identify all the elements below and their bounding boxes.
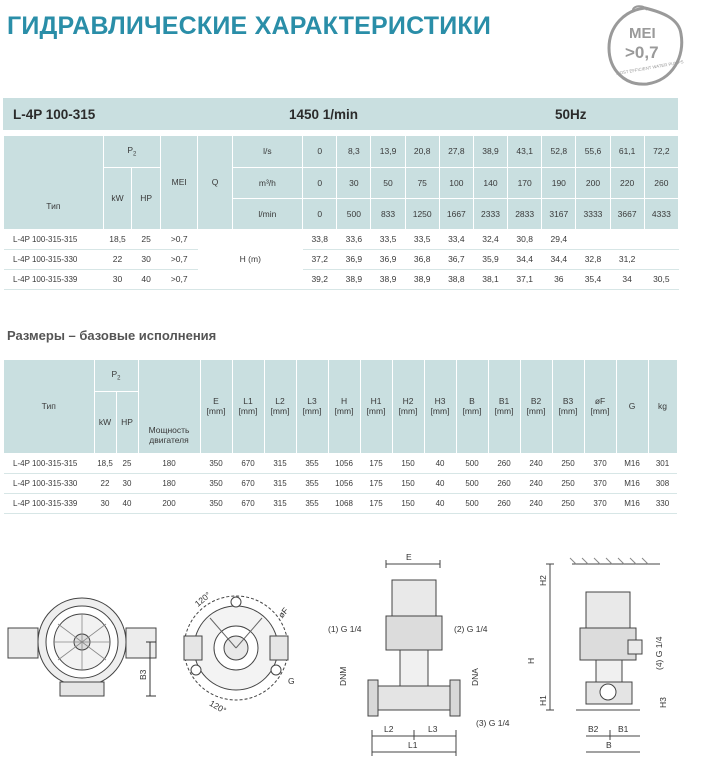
h-cell [644, 229, 678, 249]
flow-cell: 72,2 [644, 136, 678, 167]
h-cell: 33,5 [371, 229, 405, 249]
dim-col-type: Тип [4, 360, 94, 453]
h-cell: 36,9 [371, 249, 405, 269]
table-row [4, 473, 677, 493]
row-kw: 30 [94, 493, 116, 513]
dim-cell: 250 [552, 453, 584, 473]
dim-cell: 240 [520, 473, 552, 493]
technical-drawings [0, 540, 701, 776]
row-type: L-4P 100-315-339 [4, 269, 103, 289]
h-cell: 33,8 [303, 229, 337, 249]
dim-cell: 1068 [328, 493, 360, 513]
h-cell: 33,5 [405, 229, 439, 249]
h-cell: 36,7 [439, 249, 473, 269]
dim-col-motor: Мощность двигателя [138, 360, 200, 453]
dim-col-b1: B1 [mm] [488, 360, 520, 453]
badge-value: >0,7 [625, 43, 659, 62]
row-hp: 25 [116, 453, 138, 473]
flow-cell: 4333 [644, 198, 678, 229]
row-mei: >0,7 [160, 269, 197, 289]
row-kg: 308 [648, 473, 677, 493]
unit-lmin: l/min [232, 198, 303, 229]
row-type: L-4P 100-315-330 [4, 473, 94, 493]
row-mei: >0,7 [160, 229, 197, 249]
h-cell: 30,8 [508, 229, 542, 249]
flow-cell: 13,9 [371, 136, 405, 167]
h-cell: 39,2 [303, 269, 337, 289]
dim-cell: 150 [392, 493, 424, 513]
flow-cell: 52,8 [542, 136, 576, 167]
dim-cell: 355 [296, 453, 328, 473]
dim-cell: 1056 [328, 453, 360, 473]
dim-col-h: H [mm] [328, 360, 360, 453]
side-view-drawing [368, 560, 460, 756]
flow-cell: 100 [439, 167, 473, 198]
row-kw: 18,5 [103, 229, 132, 249]
dim-cell: 260 [488, 473, 520, 493]
label-h3: H3 [658, 697, 668, 708]
flow-cell: 61,1 [610, 136, 644, 167]
flow-cell: 50 [371, 167, 405, 198]
row-kw: 22 [103, 249, 132, 269]
dim-cell: 670 [232, 453, 264, 473]
table-row [4, 249, 679, 269]
label-dnm: DNM [338, 666, 348, 686]
flow-cell: 3333 [576, 198, 610, 229]
flow-cell: 833 [371, 198, 405, 229]
dim-cell: 500 [456, 493, 488, 513]
dim-col-g: G [616, 360, 648, 453]
label-h1: H1 [538, 695, 548, 706]
label-e: E [406, 552, 412, 562]
flow-cell: 8,3 [337, 136, 371, 167]
label-b3: B3 [138, 669, 148, 680]
dim-cell: 40 [424, 453, 456, 473]
col-hp: HP [132, 167, 161, 229]
h-cell: 38,8 [439, 269, 473, 289]
dim-cell: 150 [392, 473, 424, 493]
h-cell: 36,9 [337, 249, 371, 269]
flow-cell: 30 [337, 167, 371, 198]
h-cell: 33,6 [337, 229, 371, 249]
flow-cell: 260 [644, 167, 678, 198]
label-h2: H2 [538, 575, 548, 586]
flow-cell: 3667 [610, 198, 644, 229]
h-cell: 35,9 [473, 249, 507, 269]
dim-cell: 175 [360, 453, 392, 473]
dim-cell: 355 [296, 493, 328, 513]
row-kw: 18,5 [94, 453, 116, 473]
dimensions-title: Размеры – базовые исполнения [7, 328, 217, 343]
flow-cell: 38,9 [473, 136, 507, 167]
col-p2: $P_2$ [103, 136, 160, 167]
h-cell [576, 229, 610, 249]
h-cell: 34 [610, 269, 644, 289]
h-cell: 37,1 [508, 269, 542, 289]
flow-cell: 220 [610, 167, 644, 198]
dim-cell: 315 [264, 493, 296, 513]
flow-cell: 500 [337, 198, 371, 229]
dim-cell: 240 [520, 493, 552, 513]
h-cell: 34,4 [542, 249, 576, 269]
dim-cell: 350 [200, 453, 232, 473]
page-title: ГИДРАВЛИЧЕСКИЕ ХАРАКТЕРИСТИКИ [7, 12, 491, 40]
label-g-4: (4) G 1/4 [654, 636, 664, 670]
performance-table [4, 136, 679, 290]
label-g-1: (1) G 1/4 [328, 624, 362, 634]
row-type: L-4P 100-315-315 [4, 229, 103, 249]
h-cell: 38,9 [405, 269, 439, 289]
h-cell: 36 [542, 269, 576, 289]
label-dna: DNA [470, 668, 480, 686]
dimensions-table [4, 360, 678, 514]
h-cell: 34,4 [508, 249, 542, 269]
row-g: M16 [616, 473, 648, 493]
h-cell: 29,4 [542, 229, 576, 249]
dim-cell: 150 [392, 453, 424, 473]
table-row [4, 453, 677, 473]
row-type: L-4P 100-315-330 [4, 249, 103, 269]
flow-cell: 27,8 [439, 136, 473, 167]
h-cell [610, 229, 644, 249]
row-motor: 180 [138, 453, 200, 473]
flow-cell: 75 [405, 167, 439, 198]
dim-col-b3: B3 [mm] [552, 360, 584, 453]
label-l2: L2 [384, 724, 394, 734]
flow-cell: 20,8 [405, 136, 439, 167]
label-g-3: (3) G 1/4 [476, 718, 510, 728]
dim-cell: 40 [424, 473, 456, 493]
model-name: L-4P 100-315 [13, 107, 96, 122]
dim-cell: 355 [296, 473, 328, 493]
flow-cell: 2333 [473, 198, 507, 229]
h-cell: 31,2 [610, 249, 644, 269]
h-cell: 36,8 [405, 249, 439, 269]
h-label: H (m) [198, 229, 303, 289]
row-mei: >0,7 [160, 249, 197, 269]
dim-col-kg: kg [648, 360, 677, 453]
dim-col-l1: L1 [mm] [232, 360, 264, 453]
dim-col-h3: H3 [mm] [424, 360, 456, 453]
row-type: L-4P 100-315-315 [4, 453, 94, 473]
label-angle-2: 120° [207, 698, 229, 716]
row-type: L-4P 100-315-339 [4, 493, 94, 513]
label-b2: B2 [588, 724, 599, 734]
h-cell: 38,1 [473, 269, 507, 289]
col-kw: kW [103, 167, 132, 229]
dim-cell: 315 [264, 453, 296, 473]
flow-cell: 0 [303, 167, 337, 198]
flow-cell: 200 [576, 167, 610, 198]
row-hp: 30 [116, 473, 138, 493]
label-f: øF [276, 605, 291, 620]
dim-cell: 250 [552, 473, 584, 493]
dim-cell: 175 [360, 493, 392, 513]
h-cell: 32,8 [576, 249, 610, 269]
row-g: M16 [616, 453, 648, 473]
unit-ls: l/s [232, 136, 303, 167]
model-bar [3, 98, 678, 130]
dim-cell: 240 [520, 453, 552, 473]
row-kw: 30 [103, 269, 132, 289]
flow-cell: 0 [303, 136, 337, 167]
flow-cell: 43,1 [508, 136, 542, 167]
row-hp: 25 [132, 229, 161, 249]
label-b1: B1 [618, 724, 629, 734]
right-view-drawing [546, 558, 660, 752]
dim-col-l2: L2 [mm] [264, 360, 296, 453]
label-b: B [606, 740, 612, 750]
row-g: M16 [616, 493, 648, 513]
col-q: Q [198, 136, 232, 229]
dim-cell: 315 [264, 473, 296, 493]
row-hp: 40 [132, 269, 161, 289]
dim-col-e: E [mm] [200, 360, 232, 453]
flow-cell: 1250 [405, 198, 439, 229]
h-cell: 30,5 [644, 269, 678, 289]
row-motor: 180 [138, 473, 200, 493]
dim-cell: 40 [424, 493, 456, 513]
col-type: Тип [4, 136, 103, 229]
h-cell: 38,9 [337, 269, 371, 289]
dim-cell: 350 [200, 493, 232, 513]
badge-ring-text: MOST EFFICIENT WATER PUMPS [615, 59, 684, 77]
flow-cell: 0 [303, 198, 337, 229]
model-speed: 1450 1/min [289, 107, 359, 122]
mei-badge [603, 4, 687, 88]
flow-cell: 55,6 [576, 136, 610, 167]
h-cell: 37,2 [303, 249, 337, 269]
flow-cell: 140 [473, 167, 507, 198]
flow-cell: 190 [542, 167, 576, 198]
h-cell [644, 249, 678, 269]
dim-col-l3: L3 [mm] [296, 360, 328, 453]
label-angle-1: 120° [192, 589, 213, 609]
dim-col-b: B [mm] [456, 360, 488, 453]
dim-col-hp: HP [116, 391, 138, 453]
flange-view-drawing [184, 596, 291, 700]
dim-cell: 260 [488, 453, 520, 473]
label-g-2: (2) G 1/4 [454, 624, 488, 634]
row-kg: 301 [648, 453, 677, 473]
table-row [4, 269, 679, 289]
h-cell: 35,4 [576, 269, 610, 289]
dim-cell: 250 [552, 493, 584, 513]
dim-cell: 370 [584, 493, 616, 513]
dim-cell: 500 [456, 473, 488, 493]
dim-cell: 175 [360, 473, 392, 493]
flow-cell: 170 [508, 167, 542, 198]
row-kg: 330 [648, 493, 677, 513]
dim-col-kw: kW [94, 391, 116, 453]
dim-col-p2: $P_2$ [94, 360, 138, 391]
unit-m3h: m³/h [232, 167, 303, 198]
flow-cell: 2833 [508, 198, 542, 229]
dim-cell: 670 [232, 493, 264, 513]
row-hp: 30 [132, 249, 161, 269]
dim-cell: 670 [232, 473, 264, 493]
col-mei: MEI [160, 136, 197, 229]
dim-cell: 350 [200, 473, 232, 493]
table-row [4, 493, 677, 513]
h-cell: 32,4 [473, 229, 507, 249]
front-view-drawing [8, 598, 156, 696]
h-cell: 33,4 [439, 229, 473, 249]
model-frequency: 50Hz [555, 107, 587, 122]
flow-cell: 3167 [542, 198, 576, 229]
badge-mei: MEI [629, 25, 656, 42]
h-cell: 38,9 [371, 269, 405, 289]
dim-cell: 370 [584, 473, 616, 493]
dim-col-h2: H2 [mm] [392, 360, 424, 453]
dim-col-f: øF [mm] [584, 360, 616, 453]
table-row [4, 229, 679, 249]
row-hp: 40 [116, 493, 138, 513]
dim-col-h1: H1 [mm] [360, 360, 392, 453]
dim-col-b2: B2 [mm] [520, 360, 552, 453]
label-l1: L1 [408, 740, 418, 750]
dim-cell: 500 [456, 453, 488, 473]
label-g: G [288, 676, 295, 686]
label-l3: L3 [428, 724, 438, 734]
row-motor: 200 [138, 493, 200, 513]
dim-cell: 260 [488, 493, 520, 513]
dim-cell: 370 [584, 453, 616, 473]
row-kw: 22 [94, 473, 116, 493]
flow-cell: 1667 [439, 198, 473, 229]
label-h: H [526, 657, 536, 664]
dim-cell: 1056 [328, 473, 360, 493]
